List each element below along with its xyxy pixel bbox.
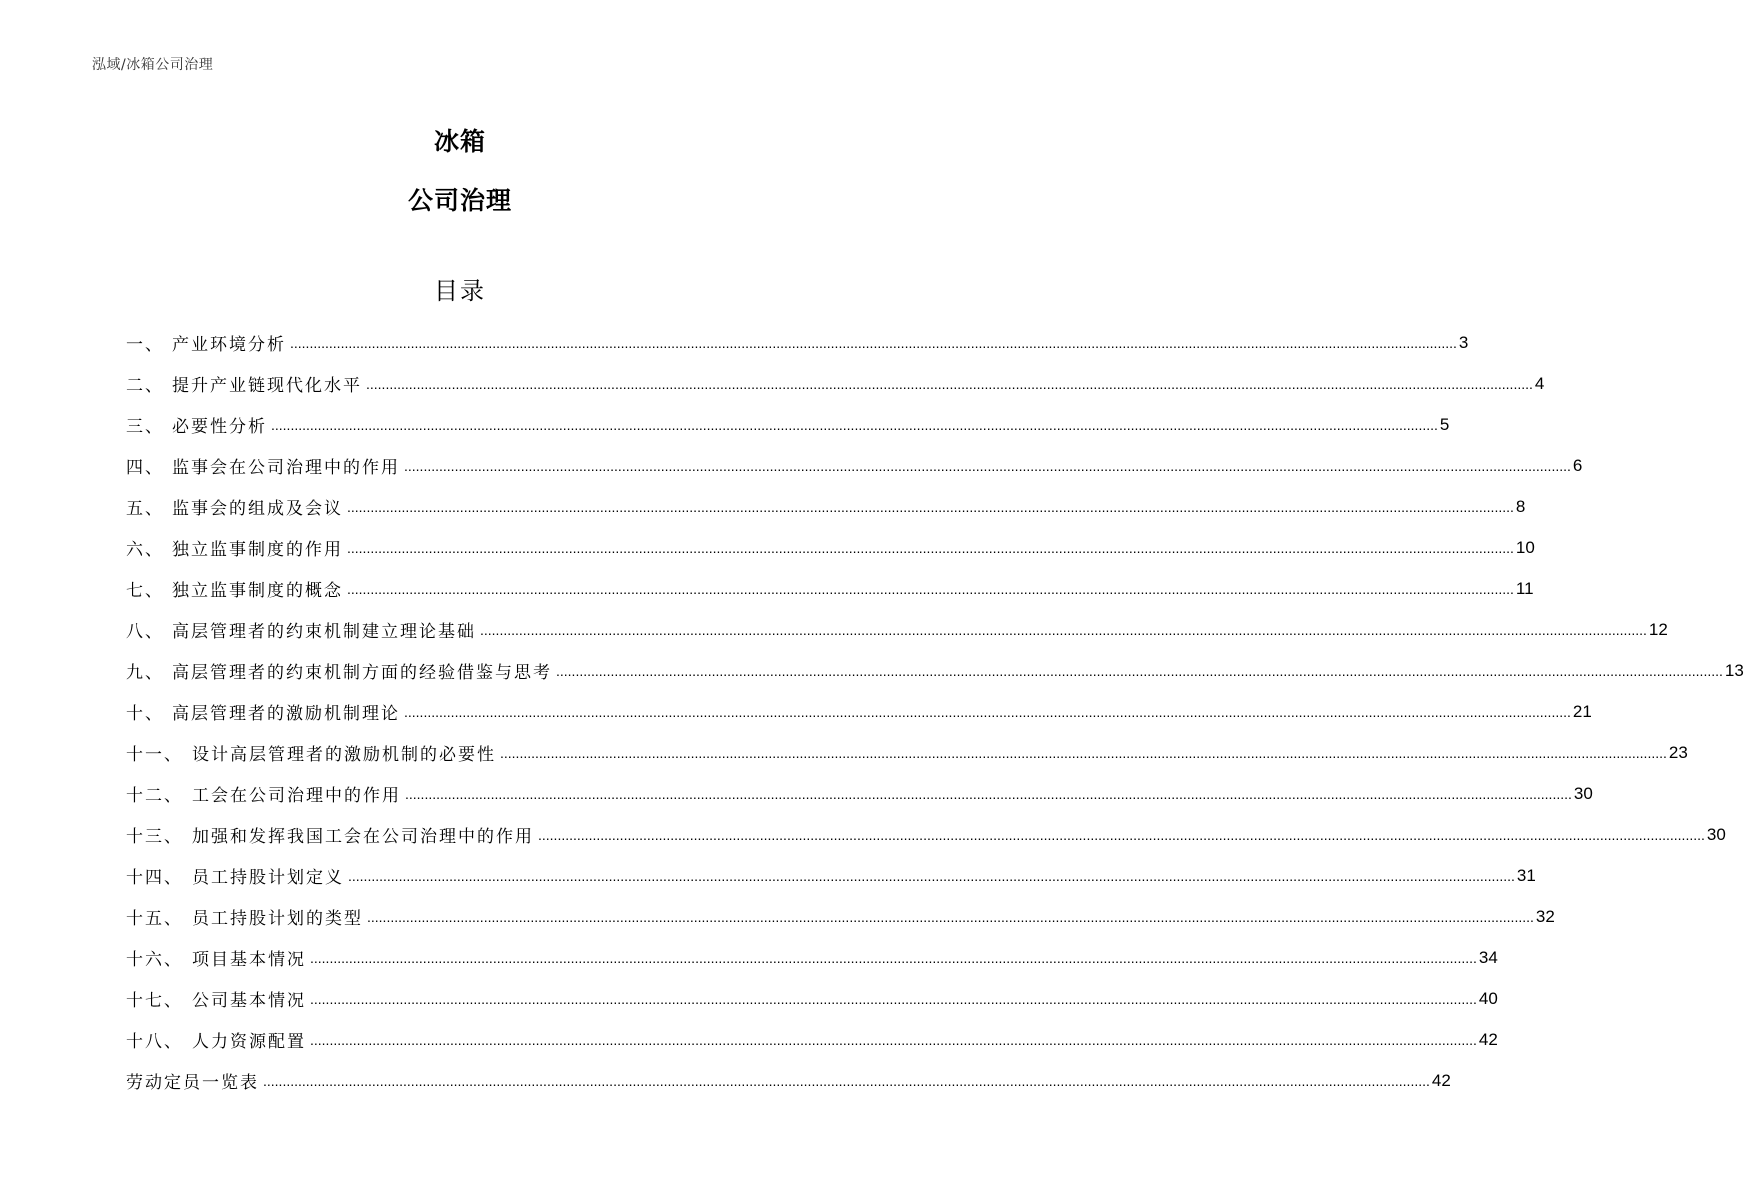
toc-entry-page: 40 bbox=[1478, 988, 1498, 1008]
toc-dot-leader: ............................................................................................................................................................................................................................................................................................................ bbox=[263, 1072, 1430, 1089]
toc-entry[interactable] bbox=[126, 568, 1534, 609]
toc-dot-leader: ............................................................................................................................................................................................................................................................................................................ bbox=[556, 662, 1723, 679]
toc-entry-page: 11 bbox=[1515, 578, 1534, 598]
toc-entry-label: 员工持股计划的类型 bbox=[192, 909, 363, 929]
toc-entry-page: 31 bbox=[1516, 865, 1536, 885]
toc-entry-number: 四、 bbox=[126, 458, 164, 478]
toc-entry-page: 21 bbox=[1572, 701, 1592, 721]
document-title-line-2: 公司治理 bbox=[407, 186, 512, 215]
toc-entry-number: 九、 bbox=[126, 663, 164, 683]
toc-dot-leader: ............................................................................................................................................................................................................................................................................................................ bbox=[271, 416, 1438, 433]
toc-entry-page: 42 bbox=[1478, 1029, 1498, 1049]
toc-entry-label: 高层管理者的激励机制理论 bbox=[172, 704, 400, 724]
toc-entry-label: 员工持股计划定义 bbox=[192, 868, 344, 888]
table-of-contents bbox=[126, 322, 1744, 1101]
toc-entry-number: 五、 bbox=[126, 499, 164, 519]
toc-entry-label: 必要性分析 bbox=[172, 417, 267, 437]
toc-dot-leader: ............................................................................................................................................................................................................................................................................................................ bbox=[367, 908, 1534, 925]
toc-dot-leader: ............................................................................................................................................................................................................................................................................................................ bbox=[404, 457, 1571, 474]
header-divider bbox=[92, 80, 828, 81]
toc-entry-number: 一、 bbox=[126, 335, 164, 355]
toc-entry[interactable] bbox=[126, 363, 1545, 404]
toc-entry[interactable] bbox=[126, 732, 1688, 773]
toc-entry-number: 三、 bbox=[126, 417, 164, 437]
toc-entry-page: 4 bbox=[1534, 373, 1545, 393]
toc-entry[interactable] bbox=[126, 322, 1469, 363]
toc-entry[interactable] bbox=[126, 814, 1726, 855]
toc-entry-label: 提升产业链现代化水平 bbox=[172, 376, 362, 396]
toc-entry-page: 8 bbox=[1515, 496, 1526, 516]
toc-dot-leader: ............................................................................................................................................................................................................................................................................................................ bbox=[310, 1031, 1477, 1048]
toc-entry[interactable] bbox=[126, 1060, 1451, 1101]
toc-dot-leader: ............................................................................................................................................................................................................................................................................................................ bbox=[538, 826, 1705, 843]
toc-entry-page: 23 bbox=[1668, 742, 1688, 762]
toc-entry[interactable] bbox=[126, 855, 1536, 896]
toc-dot-leader: ............................................................................................................................................................................................................................................................................................................ bbox=[310, 949, 1477, 966]
toc-dot-leader: ............................................................................................................................................................................................................................................................................................................ bbox=[480, 621, 1647, 638]
toc-entry[interactable] bbox=[126, 896, 1555, 937]
toc-dot-leader: ............................................................................................................................................................................................................................................................................................................ bbox=[347, 498, 1514, 515]
toc-entry[interactable] bbox=[126, 773, 1593, 814]
toc-dot-leader: ............................................................................................................................................................................................................................................................................................................ bbox=[347, 580, 1514, 597]
toc-entry[interactable] bbox=[126, 445, 1583, 486]
toc-entry-number: 十、 bbox=[126, 704, 164, 724]
toc-entry-page: 32 bbox=[1535, 906, 1555, 926]
toc-entry-page: 30 bbox=[1573, 783, 1593, 803]
toc-entry-label: 加强和发挥我国工会在公司治理中的作用 bbox=[192, 827, 534, 847]
toc-entry-page: 30 bbox=[1706, 824, 1726, 844]
toc-entry-page: 3 bbox=[1458, 332, 1469, 352]
toc-entry[interactable] bbox=[126, 1019, 1498, 1060]
toc-dot-leader: ............................................................................................................................................................................................................................................................................................................ bbox=[366, 375, 1533, 392]
toc-entry-number: 八、 bbox=[126, 622, 164, 642]
toc-entry-number: 十四、 bbox=[126, 868, 183, 888]
toc-entry-label: 人力资源配置 bbox=[192, 1032, 306, 1052]
toc-entry-page: 12 bbox=[1648, 619, 1668, 639]
toc-entry-page: 34 bbox=[1478, 947, 1498, 967]
toc-entry-number: 十七、 bbox=[126, 991, 183, 1011]
document-title-line-1: 冰箱 bbox=[433, 127, 486, 156]
toc-heading: 目录 bbox=[434, 277, 486, 305]
toc-dot-leader: ............................................................................................................................................................................................................................................................................................................ bbox=[404, 703, 1571, 720]
toc-entry[interactable] bbox=[126, 691, 1592, 732]
toc-entry-number: 十八、 bbox=[126, 1032, 183, 1052]
toc-entry-label: 高层管理者的约束机制建立理论基础 bbox=[172, 622, 476, 642]
toc-dot-leader: ............................................................................................................................................................................................................................................................................................................ bbox=[405, 785, 1572, 802]
toc-dot-leader: ............................................................................................................................................................................................................................................................................................................ bbox=[348, 867, 1515, 884]
toc-dot-leader: ............................................................................................................................................................................................................................................................................................................ bbox=[347, 539, 1514, 556]
toc-entry-page: 5 bbox=[1439, 414, 1450, 434]
toc-entry-label: 工会在公司治理中的作用 bbox=[192, 786, 401, 806]
toc-entry[interactable] bbox=[126, 650, 1744, 691]
toc-entry-page: 13 bbox=[1724, 660, 1744, 680]
toc-dot-leader: ............................................................................................................................................................................................................................................................................................................ bbox=[310, 990, 1477, 1007]
toc-entry[interactable] bbox=[126, 486, 1526, 527]
toc-entry-number: 十三、 bbox=[126, 827, 183, 847]
toc-entry-number: 十六、 bbox=[126, 950, 183, 970]
toc-entry-page: 6 bbox=[1572, 455, 1583, 475]
toc-entry-label: 独立监事制度的作用 bbox=[172, 540, 343, 560]
toc-entry-label: 项目基本情况 bbox=[192, 950, 306, 970]
toc-entry[interactable] bbox=[126, 527, 1535, 568]
toc-entry-number: 七、 bbox=[126, 581, 164, 601]
toc-entry-number: 六、 bbox=[126, 540, 164, 560]
toc-entry[interactable] bbox=[126, 404, 1450, 445]
toc-entry-number: 十一、 bbox=[126, 745, 183, 765]
toc-entry-label: 高层管理者的约束机制方面的经验借鉴与思考 bbox=[172, 663, 552, 683]
toc-entry[interactable] bbox=[126, 609, 1668, 650]
toc-dot-leader: ............................................................................................................................................................................................................................................................................................................ bbox=[290, 334, 1457, 351]
running-header: 泓域/冰箱公司治理 bbox=[92, 57, 214, 73]
toc-entry-number: 十五、 bbox=[126, 909, 183, 929]
toc-entry-number: 二、 bbox=[126, 376, 164, 396]
toc-entry-label: 产业环境分析 bbox=[172, 335, 286, 355]
toc-entry[interactable] bbox=[126, 978, 1498, 1019]
toc-entry-label: 设计高层管理者的激励机制的必要性 bbox=[192, 745, 496, 765]
toc-entry[interactable] bbox=[126, 937, 1498, 978]
toc-entry-label: 监事会的组成及会议 bbox=[172, 499, 343, 519]
toc-entry-label: 劳动定员一览表 bbox=[126, 1073, 259, 1093]
toc-entry-label: 公司基本情况 bbox=[192, 991, 306, 1011]
toc-entry-page: 42 bbox=[1431, 1070, 1451, 1090]
toc-entry-label: 监事会在公司治理中的作用 bbox=[172, 458, 400, 478]
toc-entry-page: 10 bbox=[1515, 537, 1535, 557]
toc-entry-number: 十二、 bbox=[126, 786, 183, 806]
toc-entry-label: 独立监事制度的概念 bbox=[172, 581, 343, 601]
toc-dot-leader: ............................................................................................................................................................................................................................................................................................................ bbox=[500, 744, 1667, 761]
